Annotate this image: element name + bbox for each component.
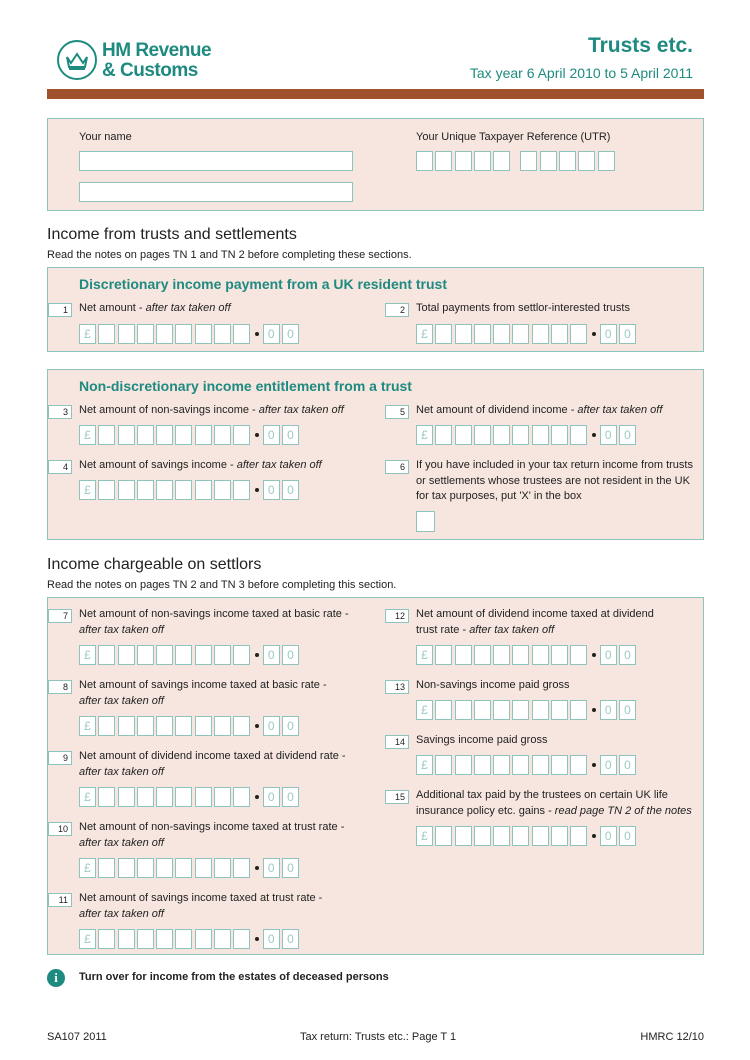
digit-box[interactable] bbox=[214, 645, 231, 665]
digit-box[interactable] bbox=[474, 826, 491, 846]
logo-line-1: HM Revenue bbox=[102, 40, 212, 61]
box13-label: Non-savings income paid gross bbox=[416, 679, 570, 691]
discretionary-panel bbox=[47, 267, 704, 352]
digit-box[interactable] bbox=[233, 929, 250, 949]
digit-box[interactable] bbox=[98, 645, 115, 665]
section-heading-trusts: Income from trusts and settlements bbox=[47, 226, 297, 243]
pence-box: 0 bbox=[263, 858, 280, 878]
digit-box[interactable] bbox=[118, 858, 135, 878]
digit-box[interactable] bbox=[214, 324, 231, 344]
digit-box[interactable] bbox=[455, 324, 472, 344]
box1-label: Net amount - after tax taken off bbox=[79, 302, 231, 314]
name-field-2[interactable] bbox=[79, 182, 353, 202]
digit-box[interactable] bbox=[118, 480, 135, 500]
digit-box[interactable] bbox=[195, 645, 212, 665]
digit-box[interactable] bbox=[195, 425, 212, 445]
currency-box[interactable]: £ bbox=[416, 826, 433, 846]
utr-label: Your Unique Taxpayer Reference (UTR) bbox=[416, 131, 611, 143]
digit-box[interactable] bbox=[474, 645, 491, 665]
digit-box[interactable] bbox=[233, 645, 250, 665]
digit-box[interactable] bbox=[214, 480, 231, 500]
digit-box[interactable] bbox=[474, 700, 491, 720]
decimal-point bbox=[592, 763, 596, 767]
name-label: Your name bbox=[79, 131, 132, 143]
currency-box[interactable]: £ bbox=[416, 645, 433, 665]
digit-box[interactable] bbox=[551, 645, 568, 665]
crown-icon bbox=[57, 40, 97, 80]
section-subheading-settlors: Read the notes on pages TN 2 and TN 3 before completing this section. bbox=[47, 579, 397, 591]
box-number: 10 bbox=[48, 822, 72, 836]
box11-amount-field[interactable] bbox=[79, 929, 301, 949]
digit-box[interactable] bbox=[455, 826, 472, 846]
digit-box[interactable] bbox=[532, 826, 549, 846]
pence-box: 0 bbox=[600, 755, 617, 775]
digit-box[interactable] bbox=[532, 645, 549, 665]
box10-label: Net amount of non-savings income taxed at trust rate - after tax taken off bbox=[79, 821, 345, 849]
digit-box[interactable] bbox=[195, 324, 212, 344]
box11-label: Net amount of savings income taxed at trust rate - after tax taken off bbox=[79, 892, 323, 920]
digit-box[interactable] bbox=[214, 716, 231, 736]
digit-box[interactable] bbox=[118, 425, 135, 445]
pence-box: 0 bbox=[263, 929, 280, 949]
digit-box[interactable] bbox=[474, 324, 491, 344]
decimal-point bbox=[255, 653, 259, 657]
digit-box[interactable] bbox=[455, 755, 472, 775]
digit-box[interactable] bbox=[435, 645, 452, 665]
digit-box[interactable] bbox=[214, 929, 231, 949]
digit-box[interactable] bbox=[118, 929, 135, 949]
box6-checkbox[interactable] bbox=[416, 511, 435, 532]
digit-box[interactable] bbox=[551, 700, 568, 720]
digit-box[interactable] bbox=[512, 826, 529, 846]
digit-box[interactable] bbox=[435, 755, 452, 775]
box12-amount-field[interactable] bbox=[416, 645, 638, 665]
digit-box[interactable] bbox=[455, 425, 472, 445]
digit-box[interactable] bbox=[512, 645, 529, 665]
digit-box[interactable] bbox=[175, 787, 192, 807]
box4-label: Net amount of savings income - after tax taken off bbox=[79, 459, 322, 471]
digit-box[interactable] bbox=[214, 425, 231, 445]
decimal-point bbox=[592, 332, 596, 336]
digit-box[interactable] bbox=[435, 324, 452, 344]
box14-amount-field[interactable] bbox=[416, 755, 638, 775]
box-number: 11 bbox=[48, 893, 72, 907]
digit-box[interactable] bbox=[233, 324, 250, 344]
digit-box[interactable] bbox=[118, 787, 135, 807]
digit-box[interactable] bbox=[175, 645, 192, 665]
pence-box: 0 bbox=[263, 480, 280, 500]
digit-box[interactable] bbox=[156, 858, 173, 878]
pence-box: 0 bbox=[619, 324, 636, 344]
digit-box[interactable] bbox=[118, 324, 135, 344]
box1-amount-field[interactable] bbox=[79, 324, 301, 344]
decimal-point bbox=[592, 834, 596, 838]
section-subheading-trusts: Read the notes on pages TN 1 and TN 2 before completing these sections. bbox=[47, 249, 412, 261]
digit-box[interactable] bbox=[551, 755, 568, 775]
digit-box[interactable] bbox=[512, 425, 529, 445]
currency-box[interactable]: £ bbox=[79, 716, 96, 736]
box7-amount-field[interactable] bbox=[79, 645, 301, 665]
digit-box[interactable] bbox=[512, 700, 529, 720]
turn-over-note: Turn over for income from the estates of deceased persons bbox=[79, 971, 389, 983]
digit-box[interactable] bbox=[156, 716, 173, 736]
box-number: 12 bbox=[385, 609, 409, 623]
digit-box[interactable] bbox=[435, 700, 452, 720]
box2-label: Total payments from settlor-interested trusts bbox=[416, 302, 630, 314]
pence-box: 0 bbox=[282, 716, 299, 736]
digit-box[interactable] bbox=[137, 645, 154, 665]
currency-box[interactable]: £ bbox=[416, 425, 433, 445]
digit-box[interactable] bbox=[98, 716, 115, 736]
digit-box[interactable] bbox=[570, 425, 587, 445]
digit-box[interactable] bbox=[233, 787, 250, 807]
box-number: 14 bbox=[385, 735, 409, 749]
digit-box[interactable] bbox=[455, 645, 472, 665]
digit-box[interactable] bbox=[493, 755, 510, 775]
currency-box[interactable]: £ bbox=[79, 858, 96, 878]
currency-box[interactable]: £ bbox=[79, 787, 96, 807]
digit-box[interactable] bbox=[156, 929, 173, 949]
digit-box[interactable] bbox=[532, 755, 549, 775]
digit-box[interactable] bbox=[118, 716, 135, 736]
decimal-point bbox=[255, 866, 259, 870]
box8-amount-field[interactable] bbox=[79, 716, 301, 736]
digit-box[interactable] bbox=[175, 716, 192, 736]
digit-box[interactable] bbox=[435, 425, 452, 445]
digit-box[interactable] bbox=[493, 826, 510, 846]
currency-box[interactable]: £ bbox=[416, 324, 433, 344]
box13-amount-field[interactable] bbox=[416, 700, 638, 720]
digit-box[interactable] bbox=[233, 480, 250, 500]
digit-box[interactable] bbox=[98, 787, 115, 807]
pence-box: 0 bbox=[263, 324, 280, 344]
box-number: 7 bbox=[48, 609, 72, 623]
box4-amount-field[interactable] bbox=[79, 480, 301, 500]
currency-box[interactable]: £ bbox=[79, 480, 96, 500]
footer-form-code: SA107 2011 bbox=[47, 1031, 107, 1043]
pence-box: 0 bbox=[282, 425, 299, 445]
footer-page-label: Tax return: Trusts etc.: Page T 1 bbox=[300, 1031, 457, 1043]
digit-box[interactable] bbox=[137, 858, 154, 878]
box-number: 13 bbox=[385, 680, 409, 694]
discretionary-heading: Discretionary income payment from a UK resident trust bbox=[79, 276, 447, 292]
pence-box: 0 bbox=[619, 700, 636, 720]
hmrc-logo bbox=[57, 40, 227, 84]
currency-box[interactable]: £ bbox=[79, 929, 96, 949]
digit-box[interactable] bbox=[570, 645, 587, 665]
digit-box[interactable] bbox=[156, 787, 173, 807]
pence-box: 0 bbox=[619, 645, 636, 665]
digit-box[interactable] bbox=[195, 716, 212, 736]
digit-box[interactable] bbox=[570, 755, 587, 775]
decimal-point bbox=[255, 433, 259, 437]
box-number: 4 bbox=[48, 460, 72, 474]
digit-box[interactable] bbox=[195, 480, 212, 500]
digit-box[interactable] bbox=[137, 324, 154, 344]
digit-box[interactable] bbox=[137, 929, 154, 949]
decimal-point bbox=[255, 724, 259, 728]
digit-box[interactable] bbox=[474, 755, 491, 775]
pence-box: 0 bbox=[263, 645, 280, 665]
digit-box[interactable] bbox=[137, 425, 154, 445]
digit-box[interactable] bbox=[156, 480, 173, 500]
pence-box: 0 bbox=[619, 425, 636, 445]
taxpayer-panel bbox=[47, 118, 704, 211]
digit-box[interactable] bbox=[175, 929, 192, 949]
box7-label: Net amount of non-savings income taxed at basic rate - after tax taken off bbox=[79, 608, 349, 636]
footer-version: HMRC 12/10 bbox=[640, 1031, 704, 1043]
box8-label: Net amount of savings income taxed at basic rate - after tax taken off bbox=[79, 679, 327, 707]
utr-field[interactable] bbox=[416, 151, 617, 171]
box10-amount-field[interactable] bbox=[79, 858, 301, 878]
pence-box: 0 bbox=[282, 929, 299, 949]
digit-box[interactable] bbox=[512, 324, 529, 344]
box2-amount-field[interactable] bbox=[416, 324, 638, 344]
digit-box[interactable] bbox=[233, 425, 250, 445]
box12-label: Net amount of dividend income taxed at dividend trust rate - after tax taken off bbox=[416, 608, 654, 636]
digit-box[interactable] bbox=[512, 755, 529, 775]
pence-box: 0 bbox=[263, 787, 280, 807]
digit-box[interactable] bbox=[570, 826, 587, 846]
box-number: 15 bbox=[385, 790, 409, 804]
currency-box[interactable]: £ bbox=[416, 755, 433, 775]
digit-box[interactable] bbox=[98, 425, 115, 445]
digit-box[interactable] bbox=[435, 826, 452, 846]
currency-box[interactable]: £ bbox=[79, 425, 96, 445]
digit-box[interactable] bbox=[98, 480, 115, 500]
decimal-point bbox=[255, 488, 259, 492]
pence-box: 0 bbox=[619, 826, 636, 846]
decimal-point bbox=[592, 708, 596, 712]
box-number: 6 bbox=[385, 460, 409, 474]
digit-box[interactable] bbox=[532, 425, 549, 445]
box15-amount-field[interactable] bbox=[416, 826, 638, 846]
non-discretionary-heading: Non-discretionary income entitlement from a trust bbox=[79, 378, 412, 394]
decimal-point bbox=[255, 937, 259, 941]
currency-box[interactable]: £ bbox=[79, 645, 96, 665]
decimal-point bbox=[592, 653, 596, 657]
digit-box[interactable] bbox=[474, 425, 491, 445]
digit-box[interactable] bbox=[570, 700, 587, 720]
pence-box: 0 bbox=[600, 425, 617, 445]
name-field-1[interactable] bbox=[79, 151, 353, 171]
digit-box[interactable] bbox=[233, 858, 250, 878]
digit-box[interactable] bbox=[455, 700, 472, 720]
pence-box: 0 bbox=[282, 787, 299, 807]
digit-box[interactable] bbox=[570, 324, 587, 344]
digit-box[interactable] bbox=[493, 324, 510, 344]
box3-label: Net amount of non-savings income - after tax taken off bbox=[79, 404, 344, 416]
pence-box: 0 bbox=[619, 755, 636, 775]
pence-box: 0 bbox=[263, 716, 280, 736]
decimal-point bbox=[592, 433, 596, 437]
pence-box: 0 bbox=[282, 324, 299, 344]
pence-box: 0 bbox=[600, 826, 617, 846]
digit-box[interactable] bbox=[137, 480, 154, 500]
pence-box: 0 bbox=[282, 480, 299, 500]
box3-amount-field[interactable] bbox=[79, 425, 301, 445]
digit-box[interactable] bbox=[175, 858, 192, 878]
non-discretionary-panel bbox=[47, 369, 704, 540]
digit-box[interactable] bbox=[98, 929, 115, 949]
box14-label: Savings income paid gross bbox=[416, 734, 548, 746]
box5-label: Net amount of dividend income - after tax taken off bbox=[416, 404, 663, 416]
logo-line-2: & Customs bbox=[102, 60, 198, 81]
digit-box[interactable] bbox=[156, 645, 173, 665]
digit-box[interactable] bbox=[137, 787, 154, 807]
box15-label: Additional tax paid by the trustees on certain UK life insurance policy etc. gains - read page TN 2 of the notes bbox=[416, 789, 692, 817]
currency-box[interactable]: £ bbox=[79, 324, 96, 344]
digit-box[interactable] bbox=[156, 425, 173, 445]
digit-box[interactable] bbox=[175, 425, 192, 445]
settlors-panel bbox=[47, 597, 704, 955]
pence-box: 0 bbox=[282, 645, 299, 665]
digit-box[interactable] bbox=[532, 324, 549, 344]
page-title: Trusts etc. bbox=[587, 34, 693, 57]
pence-box: 0 bbox=[282, 858, 299, 878]
box-number: 1 bbox=[48, 303, 72, 317]
tax-year: Tax year 6 April 2010 to 5 April 2011 bbox=[469, 65, 693, 81]
digit-box[interactable] bbox=[214, 787, 231, 807]
digit-box[interactable] bbox=[195, 858, 212, 878]
currency-box[interactable]: £ bbox=[416, 700, 433, 720]
pence-box: 0 bbox=[600, 324, 617, 344]
pence-box: 0 bbox=[600, 645, 617, 665]
box-number: 8 bbox=[48, 680, 72, 694]
decimal-point bbox=[255, 795, 259, 799]
digit-box[interactable] bbox=[551, 425, 568, 445]
box-number: 9 bbox=[48, 751, 72, 765]
box9-label: Net amount of dividend income taxed at dividend rate - after tax taken off bbox=[79, 750, 346, 778]
digit-box[interactable] bbox=[175, 324, 192, 344]
digit-box[interactable] bbox=[137, 716, 154, 736]
box6-label: If you have included in your tax return income from trusts or settlements whose trustees are not resident in the UK for tax purposes, put 'X' in the box bbox=[416, 459, 693, 502]
digit-box[interactable] bbox=[551, 324, 568, 344]
digit-box[interactable] bbox=[493, 700, 510, 720]
box9-amount-field[interactable] bbox=[79, 787, 301, 807]
digit-box[interactable] bbox=[532, 700, 549, 720]
info-icon: i bbox=[47, 969, 65, 987]
digit-box[interactable] bbox=[98, 858, 115, 878]
decimal-point bbox=[255, 332, 259, 336]
box-number: 2 bbox=[385, 303, 409, 317]
digit-box[interactable] bbox=[98, 324, 115, 344]
digit-box[interactable] bbox=[175, 480, 192, 500]
digit-box[interactable] bbox=[195, 929, 212, 949]
pence-box: 0 bbox=[263, 425, 280, 445]
box5-amount-field[interactable] bbox=[416, 425, 638, 445]
digit-box[interactable] bbox=[195, 787, 212, 807]
pence-box: 0 bbox=[600, 700, 617, 720]
digit-box[interactable] bbox=[233, 716, 250, 736]
digit-box[interactable] bbox=[551, 826, 568, 846]
box-number: 5 bbox=[385, 405, 409, 419]
digit-box[interactable] bbox=[214, 858, 231, 878]
box-number: 3 bbox=[48, 405, 72, 419]
digit-box[interactable] bbox=[156, 324, 173, 344]
header-rule bbox=[47, 89, 704, 99]
digit-box[interactable] bbox=[493, 425, 510, 445]
section-heading-settlors: Income chargeable on settlors bbox=[47, 556, 262, 573]
digit-box[interactable] bbox=[493, 645, 510, 665]
digit-box[interactable] bbox=[118, 645, 135, 665]
